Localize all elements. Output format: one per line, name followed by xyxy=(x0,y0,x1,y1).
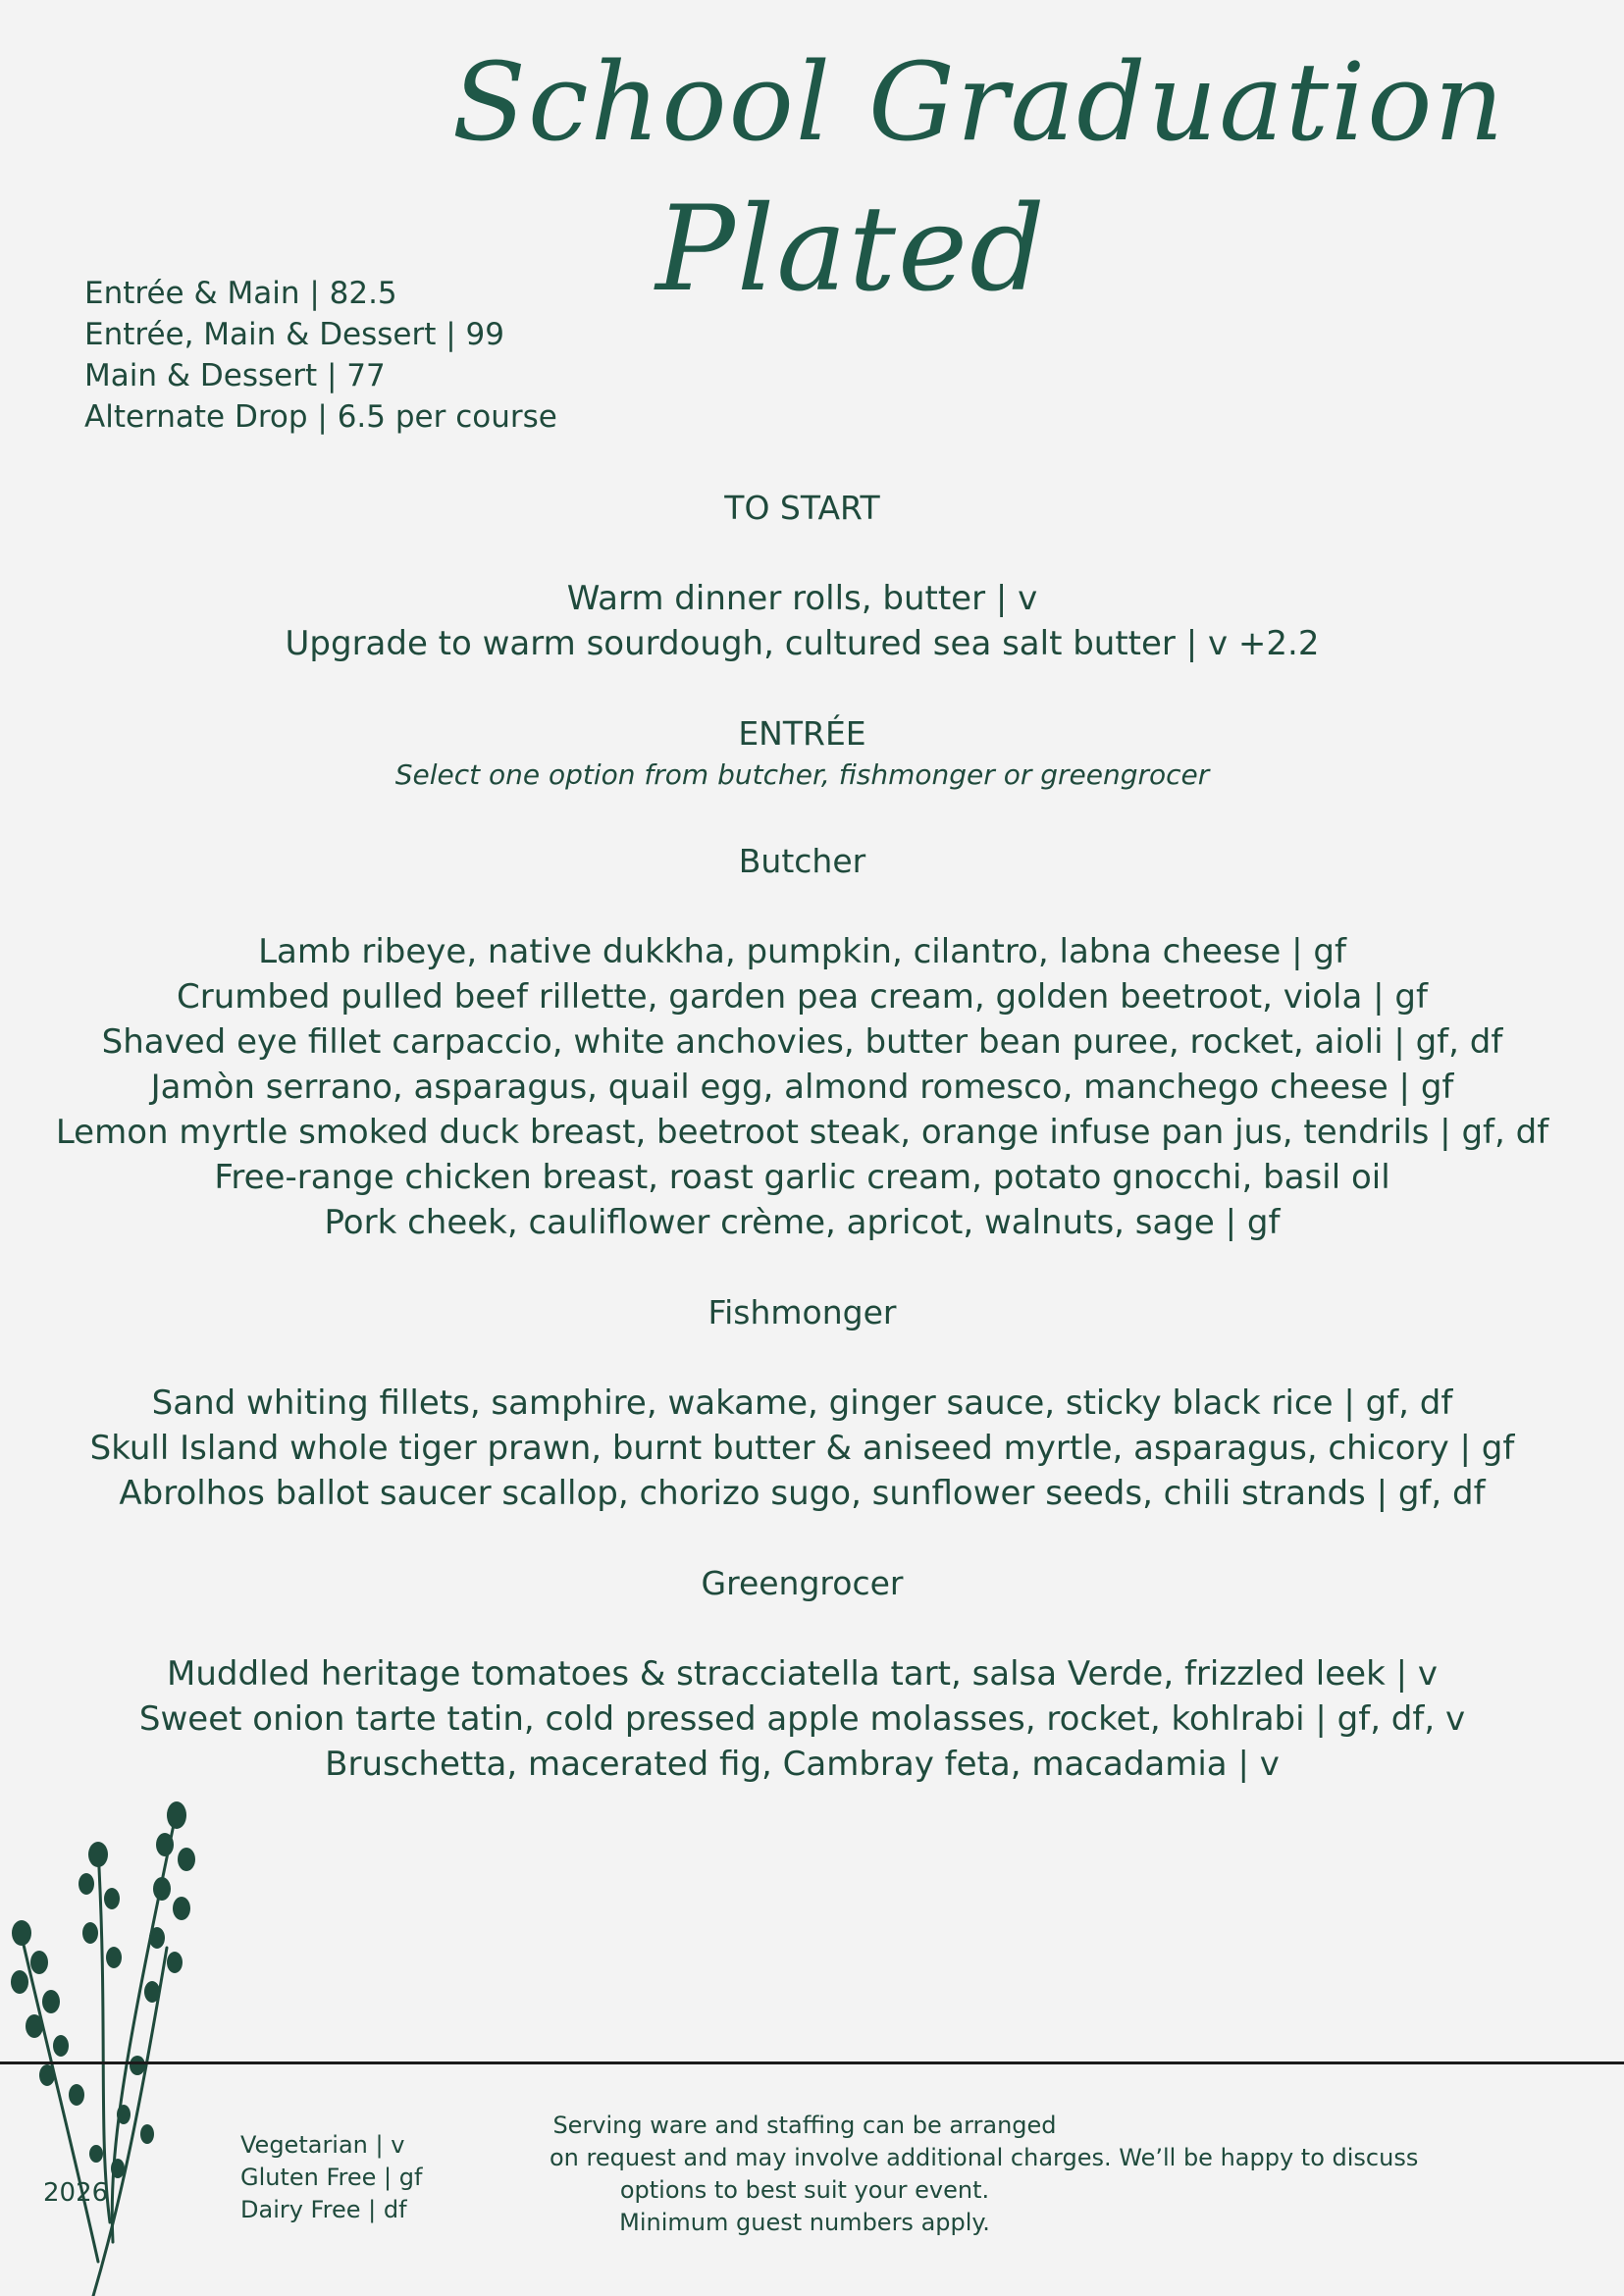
menu-item: Sand whiting fillets, samphire, wakame, ginger sauce, sticky black rice | gf, df xyxy=(151,1383,1453,1423)
entree-subtitle: Select one option from butcher, fishmonger or greengrocer xyxy=(394,758,1210,791)
menu-item: Muddled heritage tomatoes & stracciatella tart, salsa Verde, frizzled leek | v xyxy=(167,1654,1438,1694)
menu-item: Jamòn serrano, asparagus, quail egg, almond romesco, manchego cheese | gf xyxy=(150,1068,1454,1107)
menu-item: Bruschetta, macerated fig, Cambray feta, macadamia | v xyxy=(325,1745,1280,1784)
menu xyxy=(0,486,1604,1787)
price-item: Alternate Drop | 6.5 per course xyxy=(84,399,557,435)
menu-item: Free-range chicken breast, roast garlic cream, potato gnocchi, basil oil xyxy=(214,1158,1390,1197)
title-line-1: School Graduation xyxy=(451,39,1506,165)
thyme-sprig-icon xyxy=(0,1800,226,2296)
menu-item: Shaved eye fillet carpaccio, white anchovies, butter bean puree, rocket, aioli | gf, df xyxy=(101,1022,1503,1062)
legend-item: Gluten Free | gf xyxy=(240,2164,423,2191)
footer-divider xyxy=(0,2061,1624,2064)
title-line-2: Plated xyxy=(655,182,1047,318)
menu-item: Lamb ribeye, native dukkha, pumpkin, cilantro, labna cheese | gf xyxy=(258,932,1346,971)
year-label: 2026 xyxy=(43,2178,109,2208)
menu-item: Upgrade to warm sourdough, cultured sea salt butter | v +2.2 xyxy=(285,624,1320,663)
to-start-heading: TO START xyxy=(724,489,880,527)
menu-item: Crumbed pulled beef rillette, garden pea cream, golden beetroot, viola | gf xyxy=(177,977,1428,1017)
butcher-heading: Butcher xyxy=(738,842,866,880)
legend-item: Vegetarian | v xyxy=(240,2131,405,2159)
menu-item: Sweet onion tarte tatin, cold pressed apple molasses, rocket, kohlrabi | gf, df, v xyxy=(138,1699,1466,1739)
note-line: on request and may involve additional charges. We’ll be happy to discuss xyxy=(550,2144,1419,2171)
note-line: Serving ware and staffing can be arranged xyxy=(552,2112,1057,2139)
fishmonger-heading: Fishmonger xyxy=(707,1293,897,1331)
price-list xyxy=(84,273,557,438)
menu-item: Warm dinner rolls, butter | v xyxy=(566,579,1038,618)
legend-item: Dairy Free | df xyxy=(240,2196,407,2223)
menu-item: Pork cheek, cauliflower crème, apricot, walnuts, sage | gf xyxy=(324,1203,1281,1242)
price-item: Entrée, Main & Dessert | 99 xyxy=(84,317,505,352)
price-item: Main & Dessert | 77 xyxy=(84,358,386,393)
menu-item: Abrolhos ballot saucer scallop, chorizo sugo, sunflower seeds, chili strands | gf, df xyxy=(119,1474,1486,1513)
menu-item: Lemon myrtle smoked duck breast, beetroot steak, orange infuse pan jus, tendrils | gf, df xyxy=(55,1113,1549,1152)
price-item: Entrée & Main | 82.5 xyxy=(84,276,397,311)
dietary-legend xyxy=(240,2129,422,2226)
greengrocer-heading: Greengrocer xyxy=(701,1564,904,1602)
menu-item: Skull Island whole tiger prawn, burnt butter & aniseed myrtle, asparagus, chicory | gf xyxy=(89,1429,1515,1468)
note-line: options to best suit your event. xyxy=(619,2176,990,2204)
entree-heading: ENTRÉE xyxy=(738,714,866,753)
note-line: Minimum guest numbers apply. xyxy=(619,2209,990,2236)
footer-note xyxy=(550,2110,1419,2239)
